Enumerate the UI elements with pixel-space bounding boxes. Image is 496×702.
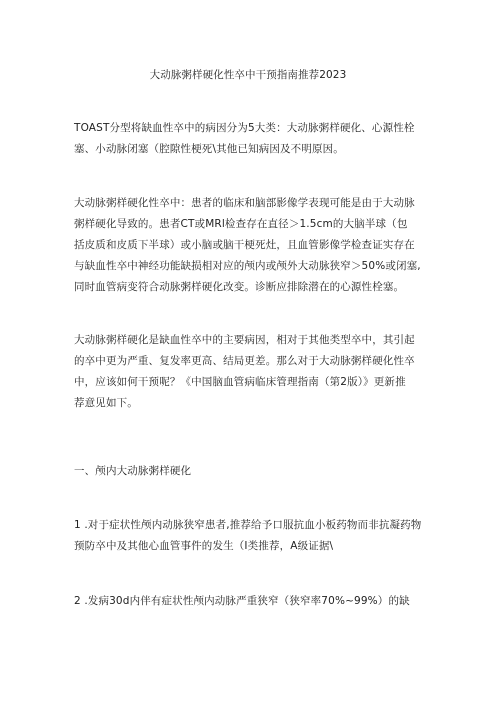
recommendation-item-2 xyxy=(74,591,428,612)
section-heading-text: 一、颅内大动脉粥样硬化 xyxy=(74,465,192,477)
recommendation-item-1 xyxy=(74,515,428,557)
document-title: 大动脉粥样硬化性卒中干预指南推荐2023 xyxy=(149,69,347,81)
text-line: TOAST分型将缺血性卒中的病因分为5大类：大动脉粥样硬化、心源性栓 xyxy=(74,122,415,134)
text-line: 与缺血性卒中神经功能缺损相对应的颅内或颅外大动脉狭窄＞50%或闭塞, xyxy=(74,260,421,272)
text-line: 1 .对于症状性颅内动脉狭窄患者,推荐给予口服抗血小板药物而非抗凝药物 xyxy=(74,519,422,531)
paragraph-laa-definition xyxy=(74,193,428,298)
text-line: 荐意见如下。 xyxy=(74,397,138,409)
paragraph-toast-classification xyxy=(74,118,428,160)
text-line: 的卒中更为严重、复发率更高、结局更差。那么对于大动脉粥样硬化性卒 xyxy=(74,355,415,367)
text-line: 同时血管病变符合动脉粥样硬化改变。诊断应排除潜在的心源性栓塞。 xyxy=(74,281,405,293)
paragraph-intervention-intro xyxy=(74,330,428,414)
text-line: 括皮质和皮质下半球）或小脑或脑干梗死灶，且血管影像学检查证实存在 xyxy=(74,239,415,251)
text-line: 粥样硬化导致的。患者CT或MRl检查存在直径＞1.5cm的大脑半球（包 xyxy=(74,218,408,230)
text-line: 2 .发病30d内伴有症状性颅内动脉严重狭窄（狭窄率70%~99%）的缺 xyxy=(74,595,410,607)
section-heading xyxy=(74,461,428,482)
text-line: 塞、小动脉闭塞（腔隙性梗死\其他已知病因及不明原因。 xyxy=(74,143,344,155)
text-line: 中，应该如何干预呢？《中国脑血管病临床管理指南（第2版）》更新推 xyxy=(74,376,406,388)
text-line: 大动脉粥样硬化性卒中：患者的临床和脑部影像学表现可能是由于大动脉 xyxy=(74,197,415,209)
text-line: 预防卒中及其他心血管事件的发生（I类推荐，A级证据\ xyxy=(74,540,334,552)
text-line: 大动脉粥样硬化是缺血性卒中的主要病因，相对于其他类型卒中，其引起 xyxy=(74,334,415,346)
